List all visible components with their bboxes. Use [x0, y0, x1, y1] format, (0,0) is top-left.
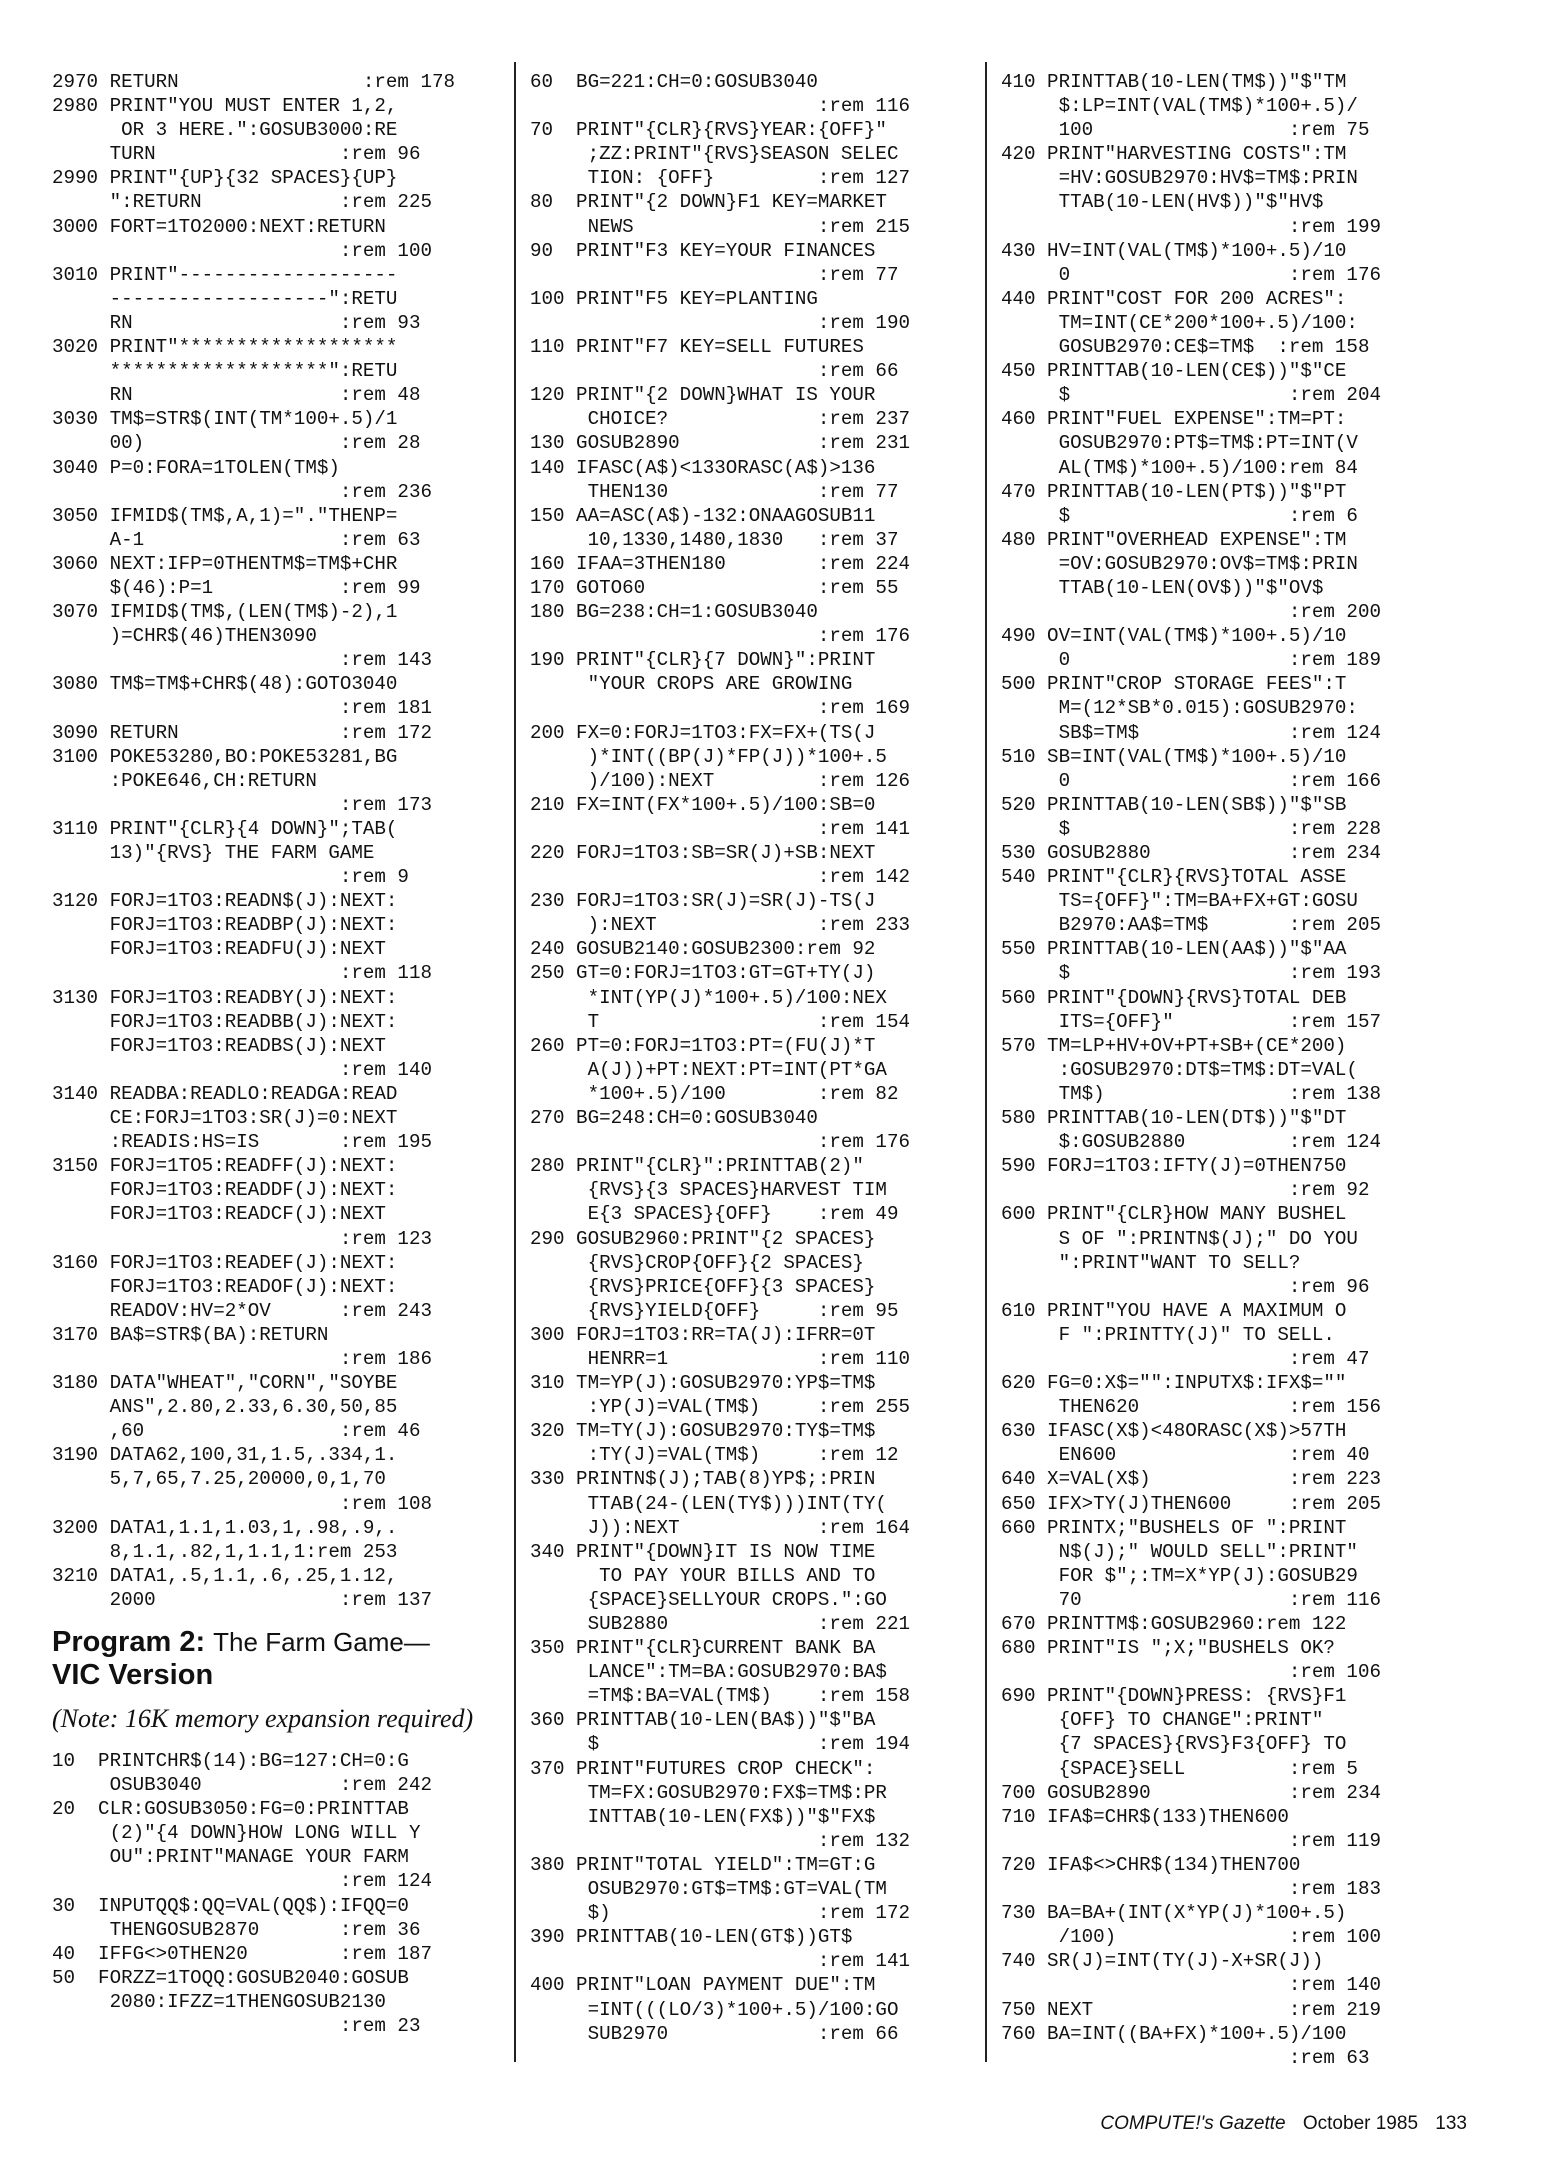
heading-line2: VIC Version	[52, 1659, 214, 1691]
memory-note: (Note: 16K memory expansion required)	[52, 1704, 474, 1733]
program-2-heading	[52, 1626, 528, 1692]
column-right	[1001, 70, 1477, 2070]
program-2-listing-middle: 60 BG=221:CH=0:GOSUB3040 :rem 116 70 PRINT"{CLR}{RVS}YEAR:{OFF}" ;ZZ:PRINT"{RVS}SEASON SELEC TION: {OFF} :rem 127 80 PRINT"{2 DOWN}F1 KEY=MARKET NEWS :rem 215 90 PRINT"F3 KEY=YOUR FINANCES :rem 77 100 PRINT"F5 KEY=PLANTING :rem 190 110 PRINT"F7 KEY=SELL FUTURES :rem 66 120 PRINT"{2 DOWN}WHAT IS YOUR CHOICE? :rem 237 130 GOSUB2890 :rem 231 140 IFASC(A$)<133ORASC(A$)>136 THEN130 :rem 77 150 AA=ASC(A$)-132:ONAAGOSUB11 10,1330,1480,1830 :rem 37 160 IFAA=3THEN180 :rem 224 170 GOTO60 :rem 55 180 BG=238:CH=1:GOSUB3040 :rem 176 190 PRINT"{CLR}{7 DOWN}":PRINT "YOUR CROPS ARE GROWING :rem 169 200 FX=0:FORJ=1TO3:FX=FX+(TS(J )*INT((BP(J)*FP(J))*100+.5 )/100):NEXT :rem 126 210 FX=INT(FX*100+.5)/100:SB=0 :rem 141 220 FORJ=1TO3:SB=SR(J)+SB:NEXT :rem 142 230 FORJ=1TO3:SR(J)=SR(J)-TS(J ):NEXT :rem 233 240 GOSUB2140:GOSUB2300:rem 92 250 GT=0:FORJ=1TO3:GT=GT+TY(J) *INT(YP(J)*100+.5)/100:NEX T :rem 154 260 PT=0:FORJ=1TO3:PT=(FU(J)*T A(J))+PT:NEXT:PT=INT(PT*GA *100+.5)/100 :rem 82 270 BG=248:CH=0:GOSUB3040 :rem 176 280 PRINT"{CLR}":PRINTTAB(2)" {RVS}{3 SPACES}HARVEST TIM E{3 SPACES}{OFF} :rem 49 290 GOSUB2960:PRINT"{2 SPACES} {RVS}CROP{OFF}{2 SPACES} {RVS}PRICE{OFF}{3 SPACES} {RVS}YIELD{OFF} :rem 95 300 FORJ=1TO3:RR=TA(J):IFRR=0T HENRR=1 :rem 110 310 TM=YP(J):GOSUB2970:YP$=TM$ :YP(J)=VAL(TM$) :rem 255 320 TM=TY(J):GOSUB2970:TY$=TM$ :TY(J)=VAL(TM$) :rem 12 330 PRINTN$(J);TAB(8)YP$;:PRIN TTAB(24-(LEN(TY$)))INT(TY( J)):NEXT :rem 164 340 PRINT"{DOWN}IT IS NOW TIME TO PAY YOUR BILLS AND TO {SPACE}SELLYOUR CROPS.":GO SUB2880 :rem 221 350 PRINT"{CLR}CURRENT BANK BA LANCE":TM=BA:GOSUB2970:BA$ =TM$:BA=VAL(TM$) :rem 158 360 PRINTTAB(10-LEN(BA$))"$"BA $ :rem 194 370 PRINT"FUTURES CROP CHECK": TM=FX:GOSUB2970:FX$=TM$:PR INTTAB(10-LEN(FX$))"$"FX$ :rem 132 380 PRINT"TOTAL YIELD":TM=GT:G OSUB2970:GT$=TM$:GT=VAL(TM $) :rem 172 390 PRINTTAB(10-LEN(GT$))GT$ :rem 141 400 PRINT"LOAN PAYMENT DUE":TM =INT(((LO/3)*100+.5)/100:GO SUB2970 :rem 66	[530, 71, 910, 2045]
program-2-listing-start: 10 PRINTCHR$(14):BG=127:CH=0:G OSUB3040 :rem 242 20 CLR:GOSUB3050:FG=0:PRINTTAB (2)"{4 DOWN}HOW LONG WILL Y OU":PRINT"MANAGE YOUR FARM :rem 124 30 INPUTQQ$:QQ=VAL(QQ$):IFQQ=0 THENGOSUB2870 :rem 36 40 IFFG<>0THEN20 :rem 187 50 FORZZ=1TOQQ:GOSUB2040:GOSUB 2080:IFZZ=1THENGOSUB2130 :rem 23	[52, 1750, 432, 2038]
column-left	[52, 70, 528, 2038]
program-2-listing-right: 410 PRINTTAB(10-LEN(TM$))"$"TM $:LP=INT(VAL(TM$)*100+.5)/ 100 :rem 75 420 PRINT"HARVESTING COSTS":TM =HV:GOSUB2970:HV$=TM$:PRIN TTAB(10-LEN(HV$))"$"HV$ :rem 199 430 HV=INT(VAL(TM$)*100+.5)/10 0 :rem 176 440 PRINT"COST FOR 200 ACRES": TM=INT(CE*200*100+.5)/100: GOSUB2970:CE$=TM$ :rem 158 450 PRINTTAB(10-LEN(CE$))"$"CE $ :rem 204 460 PRINT"FUEL EXPENSE":TM=PT: GOSUB2970:PT$=TM$:PT=INT(V AL(TM$)*100+.5)/100:rem 84 470 PRINTTAB(10-LEN(PT$))"$"PT $ :rem 6 480 PRINT"OVERHEAD EXPENSE":TM =OV:GOSUB2970:OV$=TM$:PRIN TTAB(10-LEN(OV$))"$"OV$ :rem 200 490 OV=INT(VAL(TM$)*100+.5)/10 0 :rem 189 500 PRINT"CROP STORAGE FEES":T M=(12*SB*0.015):GOSUB2970: SB$=TM$ :rem 124 510 SB=INT(VAL(TM$)*100+.5)/10 0 :rem 166 520 PRINTTAB(10-LEN(SB$))"$"SB $ :rem 228 530 GOSUB2880 :rem 234 540 PRINT"{CLR}{RVS}TOTAL ASSE TS={OFF}":TM=BA+FX+GT:GOSU B2970:AA$=TM$ :rem 205 550 PRINTTAB(10-LEN(AA$))"$"AA $ :rem 193 560 PRINT"{DOWN}{RVS}TOTAL DEB ITS={OFF}" :rem 157 570 TM=LP+HV+OV+PT+SB+(CE*200) :GOSUB2970:DT$=TM$:DT=VAL( TM$) :rem 138 580 PRINTTAB(10-LEN(DT$))"$"DT $:GOSUB2880 :rem 124 590 FORJ=1TO3:IFTY(J)=0THEN750 :rem 92 600 PRINT"{CLR}HOW MANY BUSHEL S OF ":PRINTN$(J);" DO YOU ":PRINT"WANT TO SELL? :rem 96 610 PRINT"YOU HAVE A MAXIMUM O F ":PRINTTY(J)" TO SELL. :rem 47 620 FG=0:X$="":INPUTX$:IFX$="" THEN620 :rem 156 630 IFASC(X$)<48ORASC(X$)>57TH EN600 :rem 40 640 X=VAL(X$) :rem 223 650 IFX>TY(J)THEN600 :rem 205 660 PRINTX;"BUSHELS OF ":PRINT N$(J);" WOULD SELL":PRINT" FOR $";:TM=X*YP(J):GOSUB29 70 :rem 116 670 PRINTTM$:GOSUB2960:rem 122 680 PRINT"IS ";X;"BUSHELS OK? :rem 106 690 PRINT"{DOWN}PRESS: {RVS}F1 {OFF} TO CHANGE":PRINT" {7 SPACES}{RVS}F3{OFF} TO {SPACE}SELL :rem 5 700 GOSUB2890 :rem 234 710 IFA$=CHR$(133)THEN600 :rem 119 720 IFA$<>CHR$(134)THEN700 :rem 183 730 BA=BA+(INT(X*YP(J)*100+.5) /100) :rem 100 740 SR(J)=INT(TY(J)-X+SR(J)) :rem 140 750 NEXT :rem 219 760 BA=INT((BA+FX)*100+.5)/100 :rem 63	[1001, 71, 1381, 2069]
column-middle	[530, 70, 1006, 2046]
program-1-listing-end: 2970 RETURN :rem 178 2980 PRINT"YOU MUST ENTER 1,2, OR 3 HERE.":GOSUB3000:RE TURN :rem 96 2990 PRINT"{UP}{32 SPACES}{UP} ":RETURN :rem 225 3000 FORT=1TO2000:NEXT:RETURN :rem 100 3010 PRINT"------------------- -------------------":RETU RN :rem 93 3020 PRINT"******************* *******************":RETU RN :rem 48 3030 TM$=STR$(INT(TM*100+.5)/1 00) :rem 28 3040 P=0:FORA=1TOLEN(TM$) :rem 236 3050 IFMID$(TM$,A,1)="."THENP= A-1 :rem 63 3060 NEXT:IFP=0THENTM$=TM$+CHR $(46):P=1 :rem 99 3070 IFMID$(TM$,(LEN(TM$)-2),1 )=CHR$(46)THEN3090 :rem 143 3080 TM$=TM$+CHR$(48):GOTO3040 :rem 181 3090 RETURN :rem 172 3100 POKE53280,BO:POKE53281,BG :POKE646,CH:RETURN :rem 173 3110 PRINT"{CLR}{4 DOWN}";TAB( 13)"{RVS} THE FARM GAME :rem 9 3120 FORJ=1TO3:READN$(J):NEXT: FORJ=1TO3:READBP(J):NEXT: FORJ=1TO3:READFU(J):NEXT :rem 118 3130 FORJ=1TO3:READBY(J):NEXT: FORJ=1TO3:READBB(J):NEXT: FORJ=1TO3:READBS(J):NEXT :rem 140 3140 READBA:READLO:READGA:READ CE:FORJ=1TO3:SR(J)=0:NEXT :READIS:HS=IS :rem 195 3150 FORJ=1TO5:READFF(J):NEXT: FORJ=1TO3:READDF(J):NEXT: FORJ=1TO3:READCF(J):NEXT :rem 123 3160 FORJ=1TO3:READEF(J):NEXT: FORJ=1TO3:READOF(J):NEXT: READOV:HV=2*OV :rem 243 3170 BA$=STR$(BA):RETURN :rem 186 3180 DATA"WHEAT","CORN","SOYBE ANS",2.80,2.33,6.30,50,85 ,60 :rem 46 3190 DATA62,100,31,1.5,.334,1. 5,7,65,7.25,20000,0,1,70 :rem 108 3200 DATA1,1.1,1.03,1,.98,.9,. 8,1.1,.82,1,1.1,1:rem 253 3210 DATA1,.5,1.1,.6,.25,1.12, 2000 :rem 137	[52, 71, 456, 1611]
heading-title: The Farm Game—	[213, 1627, 430, 1657]
issue-date: October 1985	[1302, 2113, 1419, 2134]
magazine-name: COMPUTE!'s Gazette	[1100, 2113, 1286, 2134]
page-footer	[1088, 2113, 1467, 2135]
heading-bold: Program 2:	[52, 1626, 214, 1658]
page-number: 133	[1435, 2113, 1467, 2134]
